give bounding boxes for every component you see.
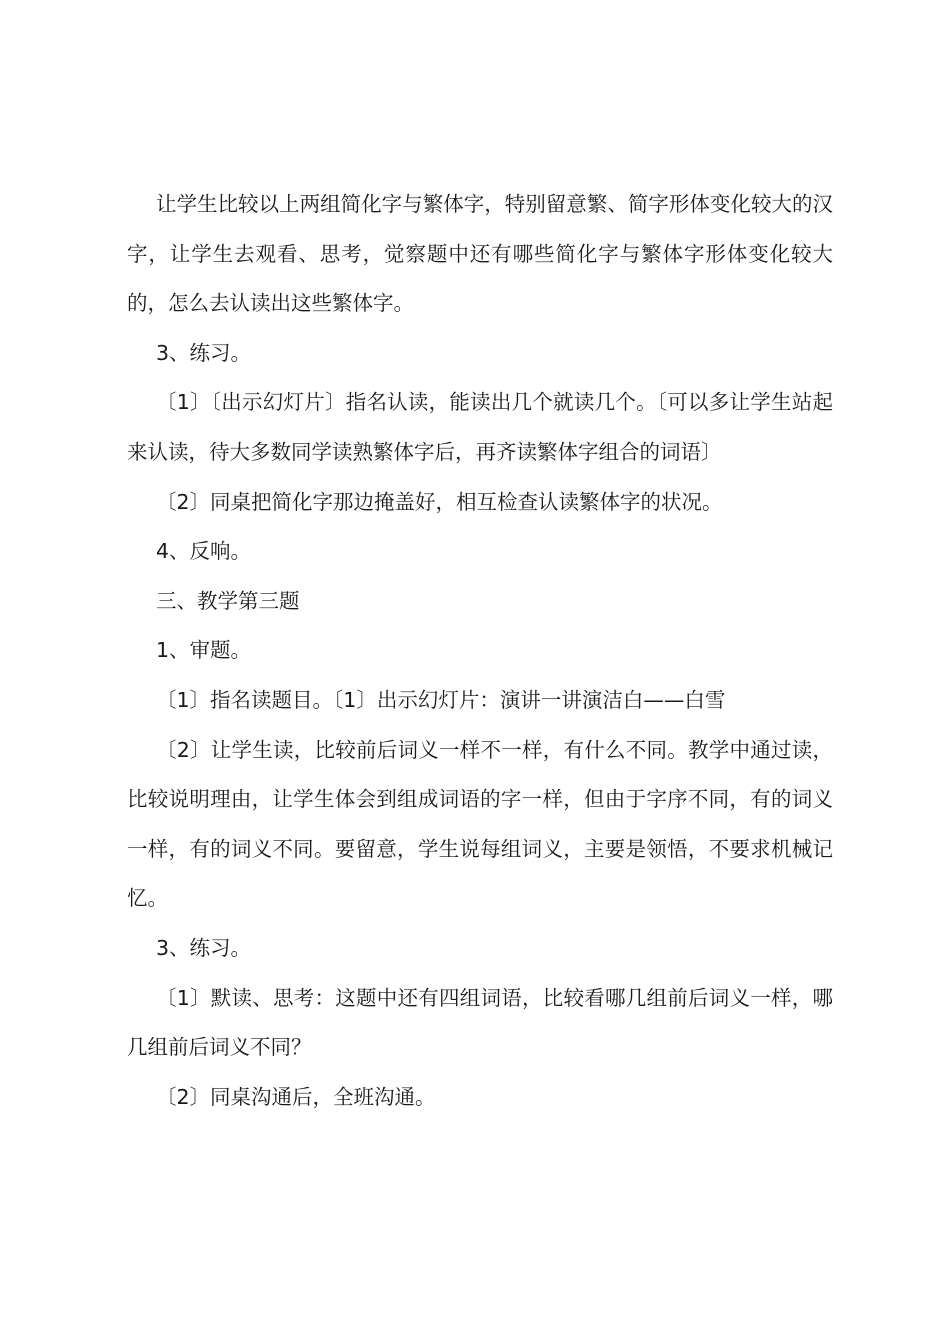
paragraph: 〔1〕指名读题目。〔1〕出示幻灯片：演讲一讲演洁白——白雪 [156,687,726,712]
paragraph: 〔1〕默读、思考：这题中还有四组词语，比较看哪几组前后词义一样，哪几组前后词义不同？ [127,985,833,1060]
paragraph: 3、练习。 [156,340,252,365]
section-heading: 三、教学第三题 [156,588,300,613]
paragraph: 〔2〕同桌沟通后，全班沟通。 [156,1084,436,1109]
paragraph: 1、审题。 [156,638,252,663]
paragraph: 〔1〕〔出示幻灯片〕指名认读，能读出几个就读几个。〔可以多让学生站起来认读，待大多数同学读熟繁体字后，再齐读繁体字组合的词语〕 [127,390,833,464]
document-body [127,180,833,1122]
paragraph: 〔2〕同桌把简化字那边掩盖好，相互检查认读繁体字的状况。 [156,489,723,514]
paragraph: 3、练习。 [156,935,252,960]
paragraph: 〔2〕让学生读，比较前后词义一样不一样，有什么不同。教学中通过读，比较说明理由，让学生体会到组成词语的字一样，但由于字序不同，有的词义一样，有的词义不同。要留意，学生说每组词义，主要是领悟，不要求机械记忆。 [127,737,833,911]
paragraph: 让学生比较以上两组简化字与繁体字，特别留意繁、简字形体变化较大的汉字，让学生去观看、思考，觉察题中还有哪些简化字与繁体字形体变化较大的，怎么去认读出这些繁体字。 [127,192,833,316]
paragraph: 4、反响。 [156,539,252,564]
